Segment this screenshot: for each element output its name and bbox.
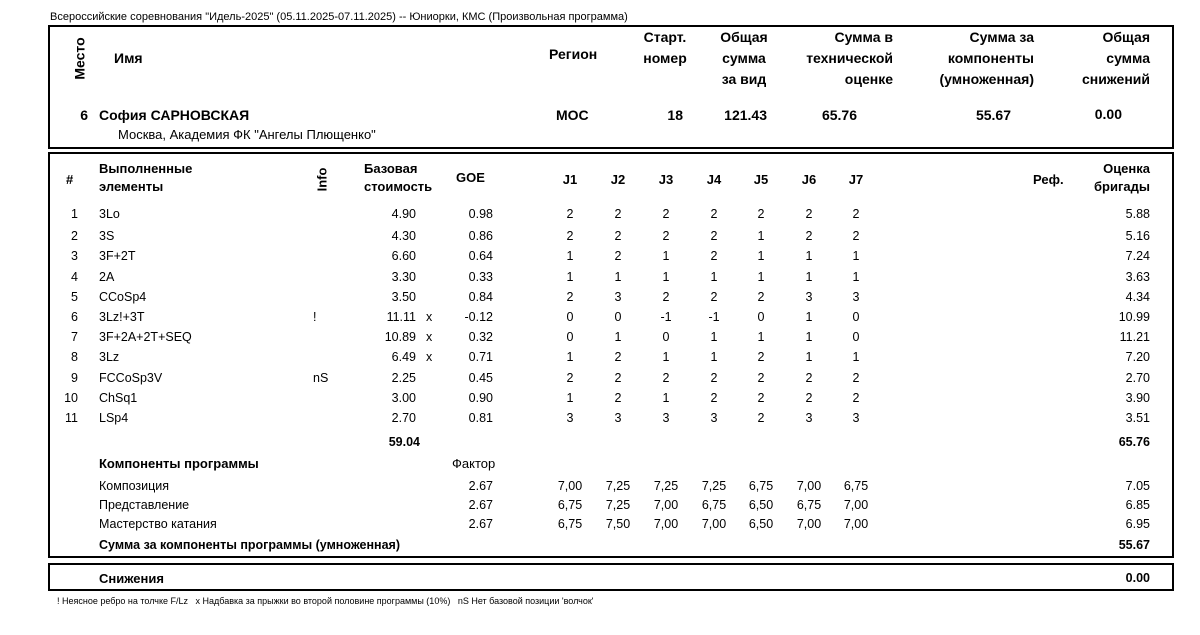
judge-score-j7: 1 (852, 249, 860, 263)
judge-header-j1: J1 (562, 172, 578, 187)
region-header: Регион (549, 46, 598, 62)
element-panel-score: 3.90 (1125, 391, 1150, 405)
element-info: ! (313, 310, 317, 324)
element-panel-score: 4.34 (1125, 290, 1150, 304)
judge-score-j1: 2 (566, 207, 574, 221)
name-header: Имя (114, 50, 143, 66)
judge-score-j7: 1 (852, 350, 860, 364)
element-panel-score: 3.63 (1125, 270, 1150, 284)
components-total: 55.67 (1118, 538, 1150, 552)
deductions-header-l2: сумма (1106, 50, 1150, 66)
component-name: Представление (99, 498, 190, 512)
col-base-header-l2: стоимость (364, 179, 433, 194)
col-base-header (364, 160, 432, 196)
components-total-label: Сумма за компоненты программы (умноженная) (99, 538, 400, 552)
judge-score-j2: 1 (614, 330, 622, 344)
element-row-number: 11 (65, 411, 78, 425)
total-score-value: 121.43 (724, 107, 767, 123)
element-row-number: 5 (71, 290, 78, 304)
judge-score-j6: 2 (805, 391, 813, 405)
component-factor: 2.67 (468, 498, 493, 512)
score-total: 65.76 (1118, 435, 1150, 449)
judge-score-j4: 2 (710, 207, 718, 221)
judge-score-j3: 3 (662, 411, 670, 425)
judge-score-j7: 3 (852, 290, 860, 304)
judge-score-j7: 2 (852, 207, 860, 221)
total-score-header-l2: сумма (722, 50, 766, 66)
element-code: 3F+2A+2T+SEQ (99, 330, 192, 344)
judge-header-j2: J2 (610, 172, 626, 187)
judge-score-j1: 1 (566, 391, 574, 405)
judge-score-j2: 2 (614, 371, 622, 385)
component-judge-j6: 6,75 (796, 498, 822, 512)
component-judge-j4: 6,75 (701, 498, 727, 512)
start-no-header-l2: номер (643, 50, 687, 66)
component-judge-j3: 7,00 (653, 517, 679, 531)
component-judge-j4: 7,00 (701, 517, 727, 531)
component-judge-j6: 7,00 (796, 479, 822, 493)
element-base-value: 4.90 (391, 207, 416, 221)
element-goe: 0.45 (468, 371, 493, 385)
deductions-box (48, 563, 1174, 591)
region-value: MOC (556, 107, 589, 123)
component-judge-j1: 6,75 (557, 517, 583, 531)
judge-score-j5: 2 (757, 350, 765, 364)
component-factor: 2.67 (468, 479, 493, 493)
judge-score-j3: 1 (662, 350, 670, 364)
judge-score-j2: 0 (614, 310, 622, 324)
element-bonus-marker: x (426, 310, 433, 324)
judge-score-j5: 2 (757, 290, 765, 304)
element-goe: 0.71 (468, 350, 493, 364)
judge-score-j2: 2 (614, 207, 622, 221)
element-code: 3S (99, 229, 115, 243)
element-code: 2A (99, 270, 115, 284)
judge-score-j4: 2 (710, 229, 718, 243)
element-code: 3F+2T (99, 249, 136, 263)
component-score: 6.95 (1125, 517, 1150, 531)
judge-score-j5: 1 (757, 229, 765, 243)
element-base-value: 6.49 (391, 350, 416, 364)
component-judge-j7: 6,75 (843, 479, 869, 493)
element-goe: 0.84 (468, 290, 493, 304)
element-row-number: 8 (71, 350, 78, 364)
component-score: 7.05 (1125, 479, 1150, 493)
element-goe: 0.86 (468, 229, 493, 243)
judge-score-j3: 1 (662, 391, 670, 405)
element-goe: 0.81 (468, 411, 493, 425)
element-code: CCoSp4 (99, 290, 147, 304)
club-name: Москва, Академия ФК "Ангелы Плющенко" (118, 127, 376, 142)
judge-score-j2: 2 (614, 229, 622, 243)
col-elements-header (99, 160, 192, 196)
element-row-number: 6 (71, 310, 78, 324)
start-no-value: 18 (667, 107, 683, 123)
element-code: LSp4 (99, 411, 129, 425)
deductions-box-value: 0.00 (1125, 571, 1150, 585)
element-goe: 0.98 (468, 207, 493, 221)
judge-score-j5: 2 (757, 371, 765, 385)
element-panel-score: 7.24 (1125, 249, 1150, 263)
deductions-header-l3: снижений (1081, 71, 1150, 87)
place-header: Место (71, 37, 88, 80)
component-judge-j2: 7,50 (605, 517, 631, 531)
judge-score-j5: 1 (757, 330, 765, 344)
deductions-value: 0.00 (1094, 106, 1122, 122)
judge-score-j4: -1 (708, 310, 720, 324)
element-info: nS (313, 371, 329, 385)
comp-score-header-l3: (умноженная) (939, 71, 1034, 87)
tech-score-header-l2: технической (806, 50, 893, 66)
element-code: 3Lz!+3T (99, 310, 145, 324)
footnote: ! Неясное ребро на толчке F/Lz x Надбавка за прыжки во второй половине программы (10%) nS Нет базовой позиции 'волчок' (57, 596, 594, 606)
judge-score-j2: 3 (614, 411, 622, 425)
judge-score-j6: 3 (805, 411, 813, 425)
judge-score-j1: 1 (566, 249, 574, 263)
element-row-number: 9 (71, 371, 78, 385)
component-judge-j5: 6,75 (748, 479, 774, 493)
component-judge-j7: 7,00 (843, 498, 869, 512)
element-panel-score: 5.16 (1125, 229, 1150, 243)
comp-score-header-l2: компоненты (947, 50, 1034, 66)
judge-score-j1: 0 (566, 330, 574, 344)
judge-score-j2: 2 (614, 350, 622, 364)
col-goe-header: GOE (456, 170, 485, 185)
element-goe: -0.12 (464, 310, 493, 324)
judge-score-j5: 1 (757, 270, 765, 284)
judge-score-j1: 0 (566, 310, 574, 324)
judge-score-j2: 2 (614, 391, 622, 405)
judge-score-j6: 3 (805, 290, 813, 304)
component-judge-j2: 7,25 (605, 479, 631, 493)
total-score-header-l1: Общая (720, 29, 768, 45)
element-code: ChSq1 (99, 391, 138, 405)
element-base-value: 4.30 (391, 229, 416, 243)
judge-score-j5: 2 (757, 391, 765, 405)
element-row-number: 7 (71, 330, 78, 344)
judge-header-j3: J3 (658, 172, 674, 187)
judge-score-j6: 2 (805, 371, 813, 385)
deductions-box-label: Снижения (99, 571, 164, 586)
judge-score-j6: 1 (805, 270, 813, 284)
element-goe: 0.33 (468, 270, 493, 284)
component-judge-j5: 6,50 (748, 498, 774, 512)
element-goe: 0.90 (468, 391, 493, 405)
judge-score-j3: 2 (662, 207, 670, 221)
judge-score-j6: 1 (805, 310, 813, 324)
judge-score-j3: 2 (662, 229, 670, 243)
element-panel-score: 5.88 (1125, 207, 1150, 221)
col-info-header: Info (314, 167, 330, 192)
skater-name: София САРНОВСКАЯ (99, 107, 250, 123)
deductions-header (1066, 27, 1150, 90)
judge-score-j1: 1 (566, 350, 574, 364)
element-panel-score: 11.21 (1119, 330, 1150, 344)
element-row-number: 4 (71, 270, 78, 284)
component-judge-j3: 7,25 (653, 479, 679, 493)
components-heading: Компоненты программы (99, 456, 259, 471)
col-elements-header-l2: элементы (99, 179, 164, 194)
component-score: 6.85 (1125, 498, 1150, 512)
element-row-number: 3 (71, 249, 78, 263)
judge-score-j7: 2 (852, 371, 860, 385)
judge-score-j1: 2 (566, 371, 574, 385)
judge-score-j1: 2 (566, 229, 574, 243)
start-no-header (630, 27, 700, 69)
judge-score-j4: 2 (710, 391, 718, 405)
element-base-value: 2.25 (391, 371, 416, 385)
deductions-header-l1: Общая (1102, 29, 1150, 45)
component-name: Композиция (99, 479, 170, 493)
judge-score-j5: 2 (757, 411, 765, 425)
judge-score-j6: 1 (805, 249, 813, 263)
tech-score-header (790, 27, 893, 90)
start-no-header-l1: Старт. (643, 29, 687, 45)
judge-score-j4: 1 (710, 270, 718, 284)
element-panel-score: 3.51 (1125, 411, 1150, 425)
element-goe: 0.64 (468, 249, 493, 263)
tech-score-value: 65.76 (821, 107, 857, 123)
judge-header-j5: J5 (753, 172, 769, 187)
element-base-value: 6.60 (391, 249, 416, 263)
component-judge-j4: 7,25 (701, 479, 727, 493)
element-base-value: 3.00 (391, 391, 416, 405)
comp-score-header-l1: Сумма за (969, 29, 1034, 45)
element-code: 3Lz (99, 350, 120, 364)
judge-score-j3: 1 (662, 249, 670, 263)
judge-score-j6: 2 (805, 229, 813, 243)
judge-score-j1: 3 (566, 411, 574, 425)
component-judge-j1: 7,00 (557, 479, 583, 493)
col-base-header-l1: Базовая (364, 161, 418, 176)
judge-score-j1: 2 (566, 290, 574, 304)
element-row-number: 2 (71, 229, 78, 243)
col-panel-header-l2: бригады (1094, 179, 1150, 194)
judge-score-j3: 2 (662, 371, 670, 385)
judge-header-j6: J6 (801, 172, 817, 187)
place-header-wrap (50, 37, 110, 80)
element-row-number: 10 (64, 391, 78, 405)
judge-score-j7: 1 (852, 270, 860, 284)
element-bonus-marker: x (426, 330, 433, 344)
judge-score-j6: 1 (805, 330, 813, 344)
judge-score-j4: 1 (710, 330, 718, 344)
judge-score-j3: -1 (660, 310, 672, 324)
judge-header-j4: J4 (706, 172, 722, 187)
judge-score-j7: 2 (852, 391, 860, 405)
judge-score-j7: 3 (852, 411, 860, 425)
judge-score-j7: 0 (852, 310, 860, 324)
judge-score-j4: 3 (710, 411, 718, 425)
judge-score-j5: 1 (757, 249, 765, 263)
judge-score-j5: 0 (757, 310, 765, 324)
total-score-header (708, 27, 780, 90)
component-factor: 2.67 (468, 517, 493, 531)
judge-score-j6: 2 (805, 207, 813, 221)
element-base-value: 3.30 (391, 270, 416, 284)
judge-score-j3: 1 (662, 270, 670, 284)
judge-score-j4: 2 (710, 371, 718, 385)
component-judge-j3: 7,00 (653, 498, 679, 512)
judge-score-j4: 2 (710, 249, 718, 263)
total-score-header-l3: за вид (721, 71, 767, 87)
judge-score-j3: 2 (662, 290, 670, 304)
element-base-value: 10.89 (384, 330, 416, 344)
component-judge-j6: 7,00 (796, 517, 822, 531)
tech-score-header-l3: оценке (844, 71, 893, 87)
judge-score-j7: 0 (852, 330, 860, 344)
tech-score-header-l1: Сумма в (834, 29, 893, 45)
judge-score-j2: 3 (614, 290, 622, 304)
element-panel-score: 2.70 (1125, 371, 1150, 385)
element-panel-score: 10.99 (1118, 310, 1150, 324)
judge-score-j1: 1 (566, 270, 574, 284)
judge-score-j4: 1 (710, 350, 718, 364)
element-code: 3Lo (99, 207, 120, 221)
component-name: Мастерство катания (99, 517, 217, 531)
element-base-value: 11.11 (386, 310, 416, 324)
element-goe: 0.32 (468, 330, 493, 344)
element-panel-score: 7.20 (1125, 350, 1150, 364)
element-bonus-marker: x (426, 350, 433, 364)
element-code: FCCoSp3V (99, 371, 163, 385)
judge-score-j2: 1 (614, 270, 622, 284)
col-info-header-wrap (308, 167, 336, 192)
component-judge-j5: 6,50 (748, 517, 774, 531)
event-title: Всероссийские соревнования "Идель-2025" (05.11.2025-07.11.2025) -- Юниорки, КМС (Произвольная программа) (50, 11, 628, 23)
component-judge-j2: 7,25 (605, 498, 631, 512)
comp-score-header (922, 27, 1034, 90)
judge-score-j3: 0 (662, 330, 670, 344)
col-panel-header (1080, 160, 1150, 196)
judge-score-j6: 1 (805, 350, 813, 364)
col-num-header: # (66, 172, 74, 187)
base-total: 59.04 (388, 435, 420, 449)
element-row-number: 1 (71, 207, 78, 221)
element-base-value: 3.50 (391, 290, 416, 304)
judge-header-j7: J7 (848, 172, 864, 187)
judge-score-j7: 2 (852, 229, 860, 243)
element-base-value: 2.70 (391, 411, 416, 425)
col-panel-header-l1: Оценка (1103, 161, 1150, 176)
judge-score-j4: 2 (710, 290, 718, 304)
col-elements-header-l1: Выполненные (99, 161, 193, 176)
component-judge-j7: 7,00 (843, 517, 869, 531)
place-value: 6 (80, 107, 88, 123)
judge-score-j2: 2 (614, 249, 622, 263)
comp-score-value: 55.67 (975, 107, 1011, 123)
col-ref-header: Реф. (1033, 172, 1064, 187)
factor-label: Фактор (452, 456, 496, 471)
judge-score-j5: 2 (757, 207, 765, 221)
component-judge-j1: 6,75 (557, 498, 583, 512)
